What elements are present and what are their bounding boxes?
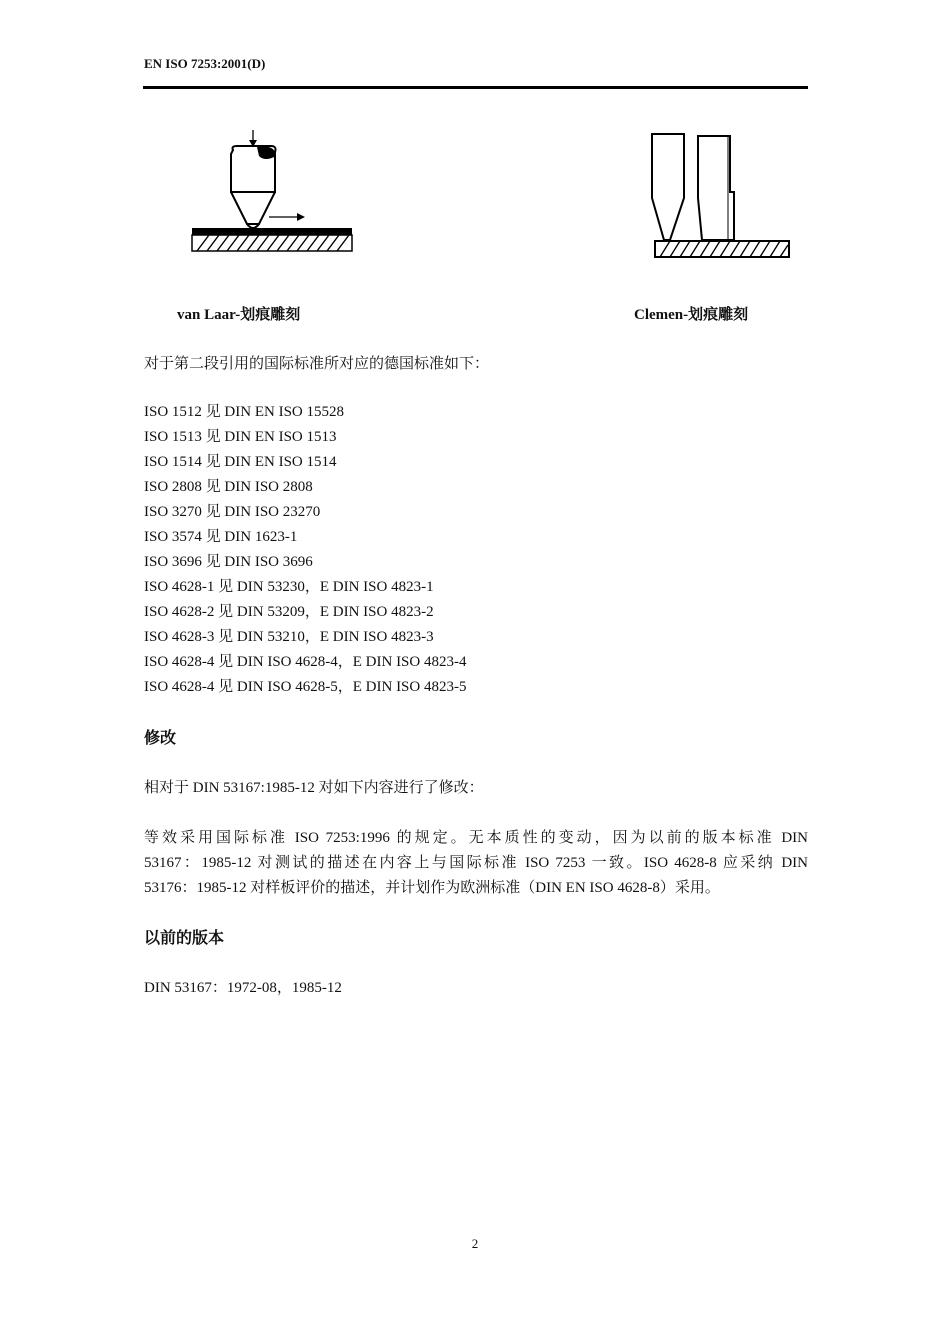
changes-heading: 修改 bbox=[144, 730, 177, 747]
reference-item: ISO 3270 见 DIN ISO 23270 bbox=[144, 504, 321, 520]
reference-item: ISO 4628-4 见 DIN ISO 4628-5，E DIN ISO 4823-5 bbox=[144, 679, 467, 695]
van-laar-stylus-figure bbox=[185, 128, 360, 258]
reference-item: ISO 1512 见 DIN EN ISO 15528 bbox=[144, 404, 344, 420]
changes-line: 53176：1985-12 对样板评价的描述，并计划作为欧洲标准（DIN EN ISO 4628-8）采用。 bbox=[144, 880, 720, 896]
reference-item: ISO 4628-1 见 DIN 53230，E DIN ISO 4823-1 bbox=[144, 579, 434, 595]
reference-item: ISO 2808 见 DIN ISO 2808 bbox=[144, 479, 313, 495]
reference-item: ISO 4628-4 见 DIN ISO 4628-4，E DIN ISO 4823-4 bbox=[144, 654, 467, 670]
header-rule bbox=[143, 86, 808, 89]
reference-item: ISO 4628-3 见 DIN 53210，E DIN ISO 4823-3 bbox=[144, 629, 434, 645]
changes-paragraph bbox=[144, 826, 808, 901]
references-intro: 对于第二段引用的国际标准所对应的德国标准如下： bbox=[144, 356, 490, 372]
reference-list bbox=[144, 402, 466, 702]
changes-line: 等效采用国际标准 ISO 7253:1996 的规定。无本质性的变动，因为以前的版本标准 DIN bbox=[144, 830, 808, 846]
previous-editions-heading: 以前的版本 bbox=[144, 930, 225, 947]
clemen-blade-figure bbox=[640, 128, 800, 263]
changes-intro: 相对于 DIN 53167:1985-12 对如下内容进行了修改： bbox=[144, 780, 484, 796]
reference-item: ISO 1513 见 DIN EN ISO 1513 bbox=[144, 429, 337, 445]
page-number: 2 bbox=[471, 1236, 479, 1251]
changes-line: 53167：1985-12 对测试的描述在内容上与国际标准 ISO 7253 一致。ISO 4628-8 应采纳 DIN bbox=[144, 855, 808, 871]
document-id-header: EN ISO 7253:2001(D) bbox=[144, 56, 266, 71]
reference-item: ISO 4628-2 见 DIN 53209，E DIN ISO 4823-2 bbox=[144, 604, 434, 620]
previous-editions-text: DIN 53167：1972-08，1985-12 bbox=[144, 980, 342, 996]
reference-item: ISO 3574 见 DIN 1623-1 bbox=[144, 529, 298, 545]
figure-caption-van-laar: van Laar-划痕雕刻 bbox=[177, 307, 301, 323]
figure-caption-clemen: Clemen-划痕雕刻 bbox=[634, 307, 749, 323]
reference-item: ISO 1514 见 DIN EN ISO 1514 bbox=[144, 454, 337, 470]
reference-item: ISO 3696 见 DIN ISO 3696 bbox=[144, 554, 313, 570]
